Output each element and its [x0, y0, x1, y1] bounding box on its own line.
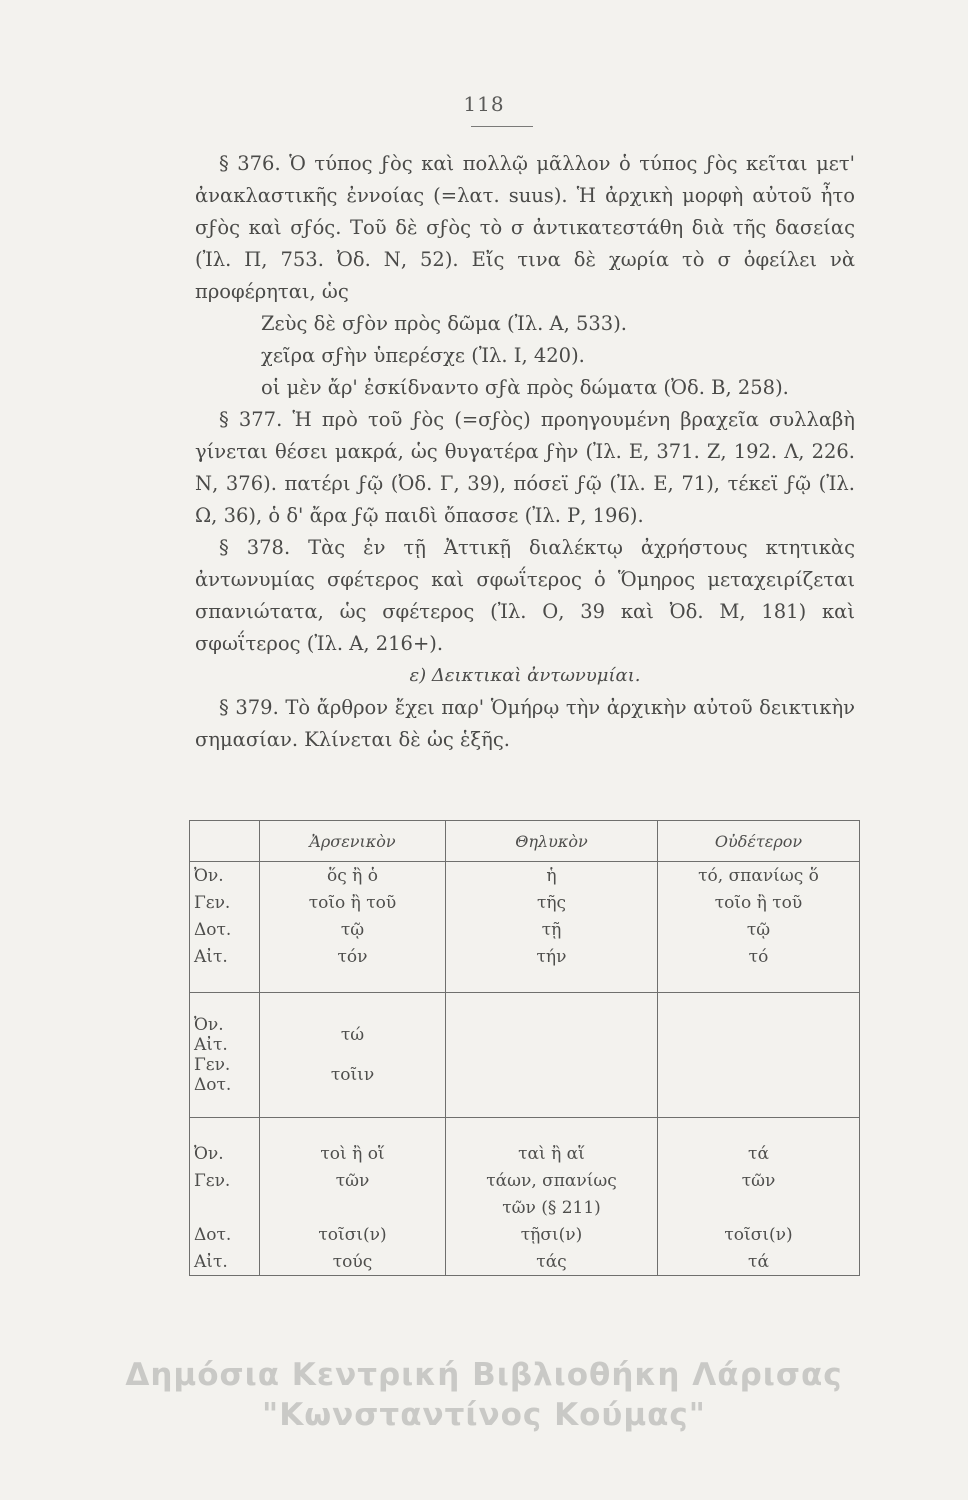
form-cell [260, 1194, 446, 1221]
form-cell: τῇσι(ν) [446, 1221, 658, 1248]
library-watermark-line1: Δημόσια Κεντρική Βιβλιοθήκη Λάρισας [125, 1357, 843, 1393]
header-rule [471, 126, 533, 127]
form-cell: τοῖο ἢ τοῦ [658, 889, 860, 916]
table-spacer [190, 1118, 860, 1141]
paragraph-379: § 379. Τὸ ἄρθρον ἔχει παρ' Ὁμήρῳ τὴν ἀρχικὴν αὐτοῦ δεικτικὴν σημασίαν. Κλίνεται δὲ ὡς ἑξῆς. [195, 696, 855, 751]
case-label: Αἰτ. [190, 943, 260, 970]
form-cell: τάων, σπανίως [446, 1167, 658, 1194]
table-row [190, 1167, 860, 1194]
form-cell: ὅς ἢ ὁ [260, 862, 446, 890]
table-row [190, 1194, 860, 1221]
form-cell: τοῖο ἢ τοῦ [260, 889, 446, 916]
form-cell [658, 1194, 860, 1221]
form-cell: τῷ [260, 916, 446, 943]
case-label: Δοτ. [190, 1221, 260, 1248]
form-cell: τόν [260, 943, 446, 970]
table-row [190, 889, 860, 916]
case-label: Ὀν. Αἰτ. [190, 1015, 260, 1055]
table-spacer [190, 993, 860, 1016]
article-declension-table [189, 820, 860, 1276]
form-cell: τοῖιν [260, 1055, 446, 1095]
table-header-case [190, 821, 260, 862]
case-label: Γεν. [190, 1167, 260, 1194]
form-cell: τῷ [658, 916, 860, 943]
form-cell: τώ [260, 1015, 446, 1055]
form-cell: τά [658, 1248, 860, 1276]
quote-line: Ζεὺς δὲ σϝὸν πρὸς δῶμα (Ἰλ. Α, 533). [261, 312, 628, 335]
library-watermark-line2: "Κωνσταντίνος Κούμας" [262, 1397, 706, 1433]
form-cell: τοὶ ἢ οἵ [260, 1140, 446, 1167]
form-cell: τῶν (§ 211) [446, 1194, 658, 1221]
case-label: Δοτ. [190, 916, 260, 943]
section-heading: ε) Δεικτικαὶ ἀντωνυμίαι. [409, 665, 641, 686]
case-label [190, 1194, 260, 1221]
form-cell: τό, σπανίως ὅ [658, 862, 860, 890]
form-cell [446, 1055, 658, 1095]
table-row [190, 862, 860, 890]
form-cell: τῶν [260, 1167, 446, 1194]
case-label: Αἰτ. [190, 1248, 260, 1276]
page-body [195, 148, 855, 756]
case-label: Ὀν. [190, 1140, 260, 1167]
table-row [190, 1248, 860, 1276]
form-cell: τοῖσι(ν) [260, 1221, 446, 1248]
form-cell: τάς [446, 1248, 658, 1276]
form-cell: τῇ [446, 916, 658, 943]
paragraph-376: § 376. Ὁ τύπος ϝὸς καὶ πολλῷ μᾶλλον ὁ τύπος ϝὸς κεῖται μετ' ἀνακλαστικῆς ἐννοίας (=λατ. suus). Ἡ ἀρχικὴ μορφὴ αὐτοῦ ἦτο σϝὸς καὶ σϝός. Τοῦ δὲ σϝὸς τὸ σ ἀντικατεστάθη διὰ τῆς δασείας (Ἰλ. Π, 753. Ὀδ. Ν, 52). Εἴς τινα δὲ χωρία τὸ σ ὀφείλει νὰ προφέρηται, ὡς [195, 152, 855, 303]
case-label: Γεν. Δοτ. [190, 1055, 260, 1095]
form-cell: τοῖσι(ν) [658, 1221, 860, 1248]
table-row [190, 943, 860, 970]
quote-line: χεῖρα σϝὴν ὑπερέσχε (Ἰλ. Ι, 420). [261, 344, 585, 367]
table-row [190, 1015, 860, 1055]
form-cell [658, 1015, 860, 1055]
form-cell: ἡ [446, 862, 658, 890]
quote-line: οἱ μὲν ἄρ' ἐσκίδναντο σϝὰ πρὸς δώματα (Ὀδ. Β, 258). [261, 376, 789, 399]
table-header-feminine: Θηλυκὸν [446, 821, 658, 862]
paragraph-377: § 377. Ἡ πρὸ τοῦ ϝὸς (=σϝὸς) προηγουμένη βραχεῖα συλλαβὴ γίνεται θέσει μακρά, ὡς θυγατέρα ϝὴν (Ἰλ. Ε, 371. Ζ, 192. Λ, 226. Ν, 376). πατέρι ϝῷ (Ὀδ. Γ, 39), πόσεϊ ϝῷ (Ἰλ. Ε, 71), τέκεϊ ϝῷ (Ἰλ. Ω, 36), ὁ δ' ἄρα ϝῷ παιδὶ ὄπασσε (Ἰλ. Ρ, 196). [195, 408, 855, 527]
table-row [190, 1055, 860, 1095]
case-label: Ὀν. [190, 862, 260, 890]
form-cell: τά [658, 1140, 860, 1167]
form-cell: τούς [260, 1248, 446, 1276]
table-row [190, 916, 860, 943]
table-row [190, 1140, 860, 1167]
form-cell [658, 1055, 860, 1095]
table-row [190, 1221, 860, 1248]
table-spacer [190, 1095, 860, 1118]
page-number: 118 [463, 92, 505, 116]
form-cell: τό [658, 943, 860, 970]
form-cell: τῆς [446, 889, 658, 916]
form-cell: τῶν [658, 1167, 860, 1194]
form-cell: τήν [446, 943, 658, 970]
table-spacer [190, 970, 860, 993]
paragraph-378: § 378. Τὰς ἐν τῇ Ἀττικῇ διαλέκτῳ ἀχρήστους κτητικὰς ἀντωνυμίας σφέτερος καὶ σφωΐτερος ὁ Ὅμηρος μεταχειρίζεται σπανιώτατα, ὡς σφέτερος (Ἰλ. Ο, 39 καὶ Ὀδ. Μ, 181) καὶ σφωΐτερος (Ἰλ. Α, 216+). [195, 536, 855, 655]
form-cell: ταὶ ἢ αἵ [446, 1140, 658, 1167]
table-header-masculine: Ἀρσενικὸν [260, 821, 446, 862]
table-header-neuter: Οὐδέτερον [658, 821, 860, 862]
case-label: Γεν. [190, 889, 260, 916]
form-cell [446, 1015, 658, 1055]
